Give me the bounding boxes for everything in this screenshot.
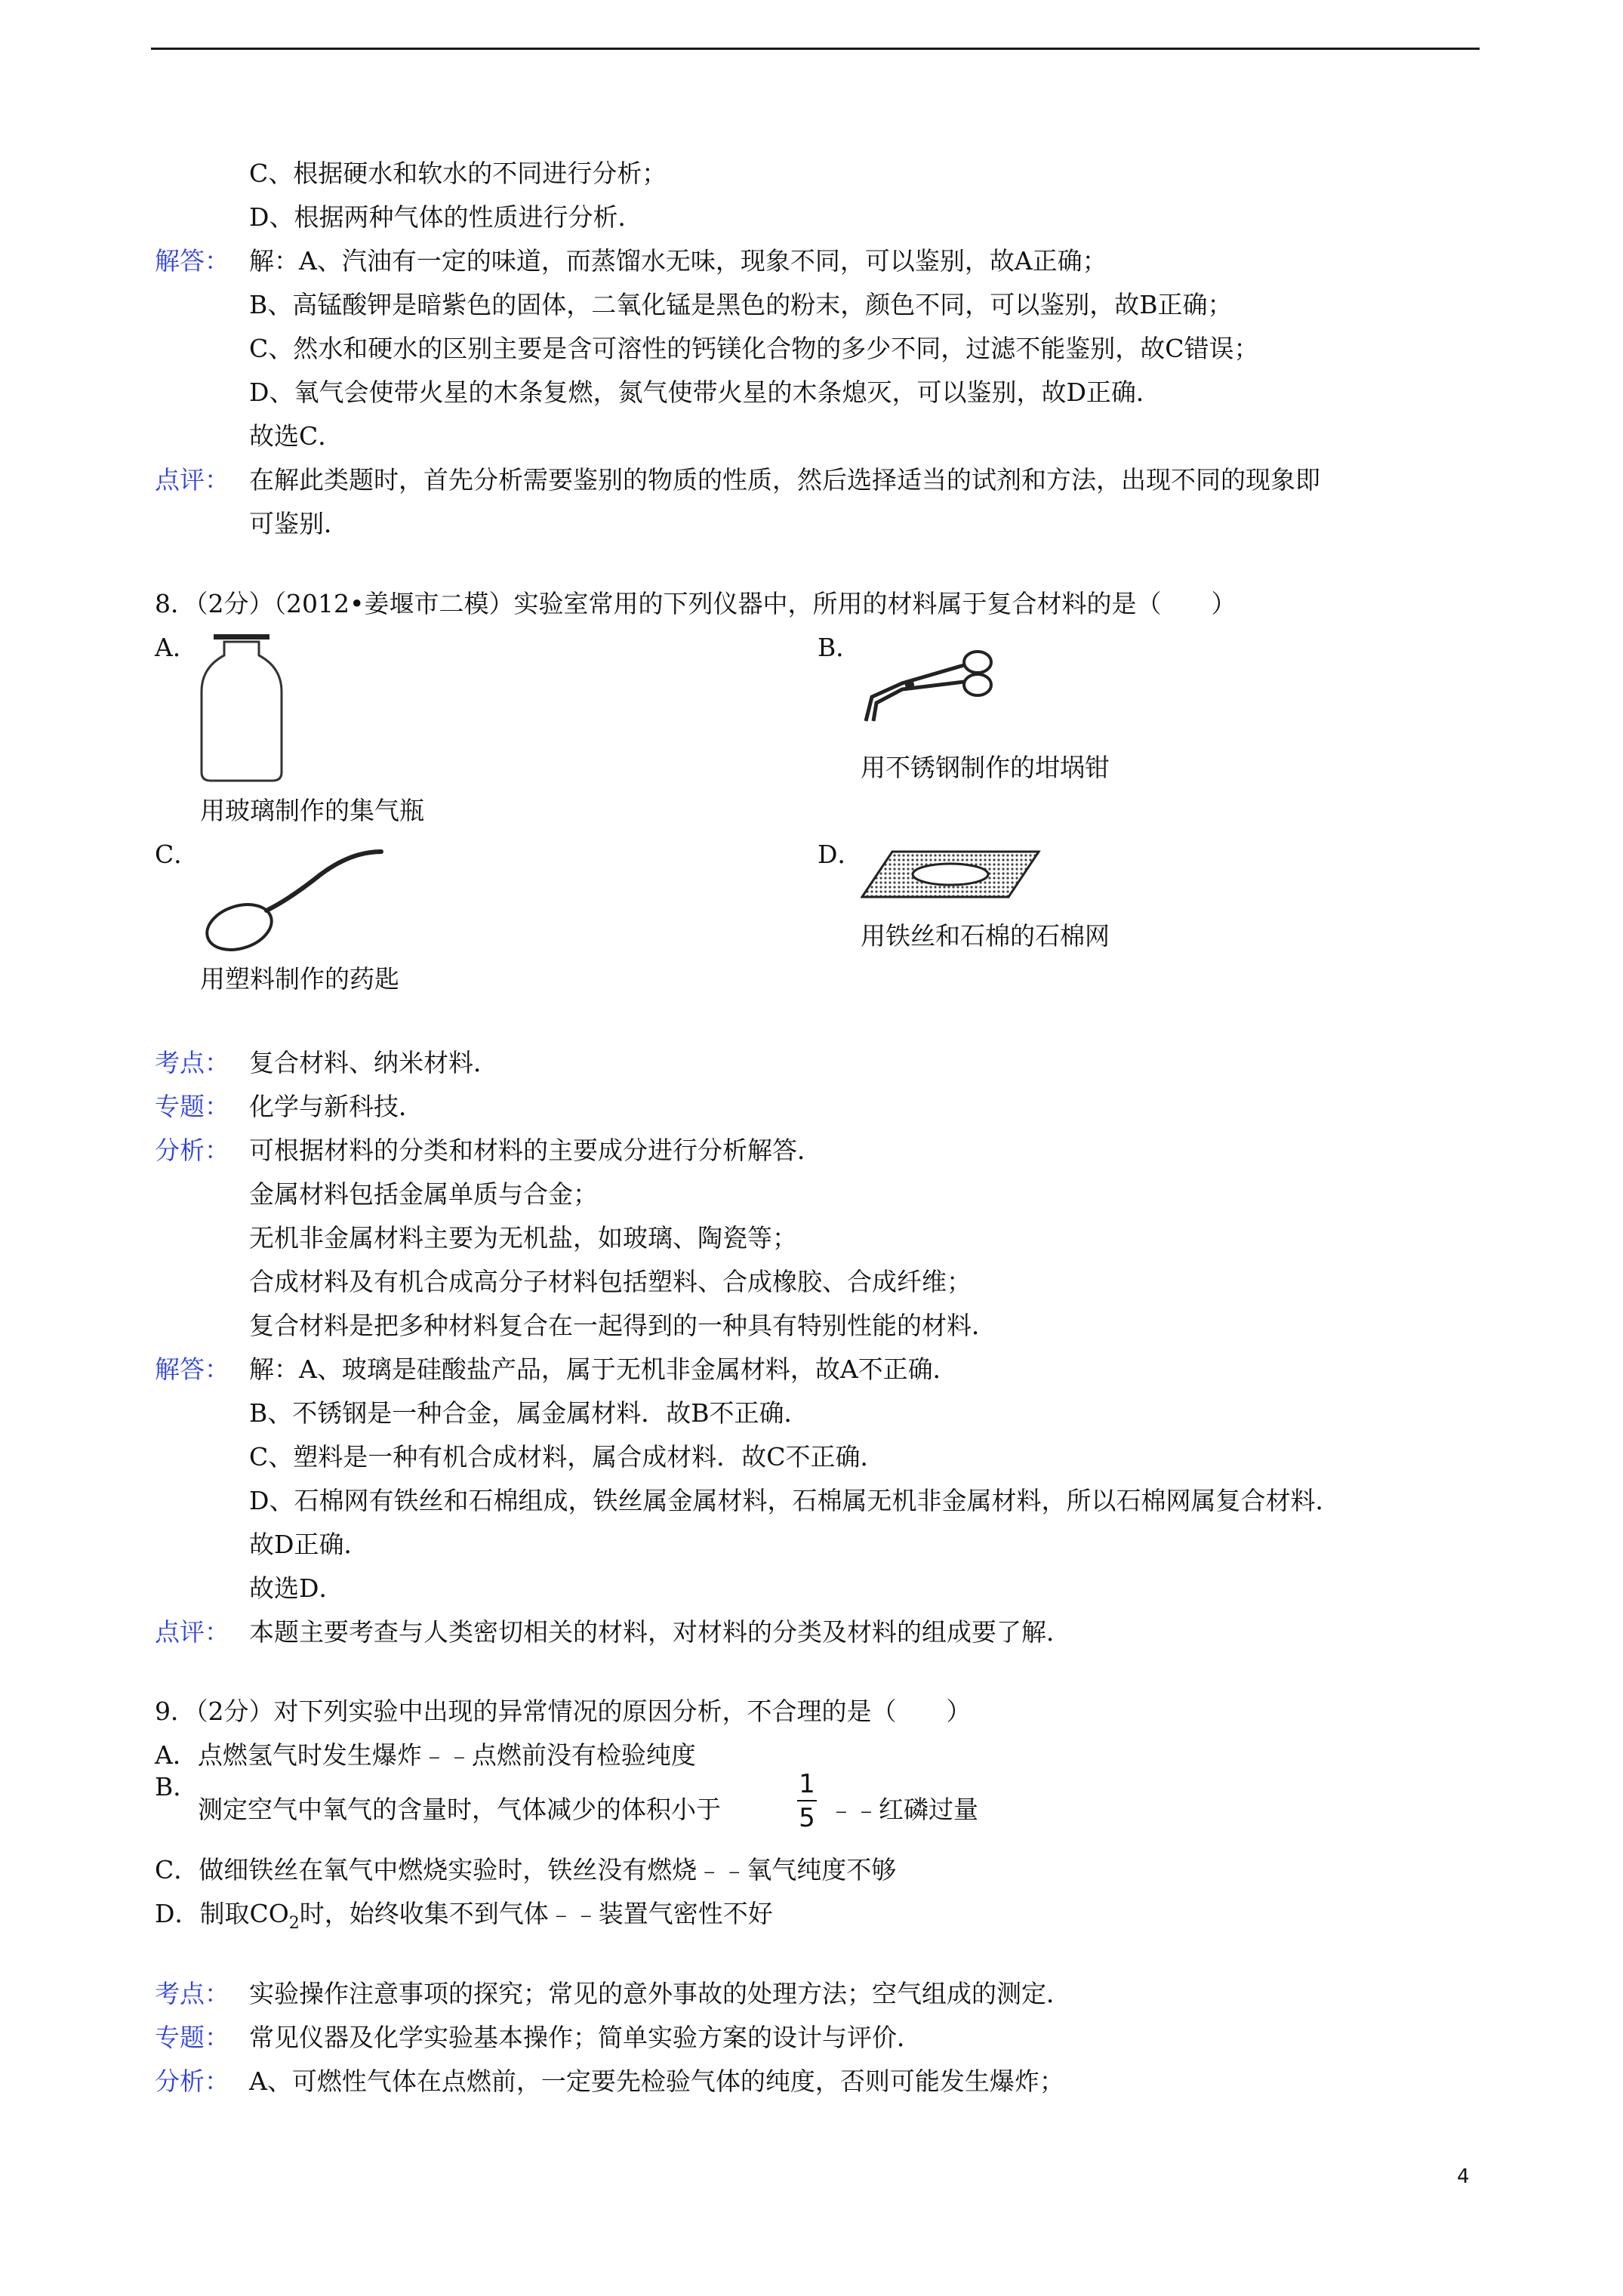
- prev-d-hint: D、根据两种气体的性质进行分析．: [249, 202, 643, 232]
- q9-option-a: A．点燃氢气时发生爆炸﹣﹣点燃前没有检验纯度: [155, 1740, 696, 1770]
- q9-kaodian: 实验操作注意事项的探究；常见的意外事故的处理方法；空气组成的测定．: [249, 1979, 1071, 2008]
- prev-dianping-line: 可鉴别．: [249, 509, 349, 538]
- q9-option-d-pre: D．制取CO: [155, 1899, 289, 1928]
- prev-jieda-line: 解：A、汽油有一定的味道，而蒸馏水无味，现象不同，可以鉴别，故A正确；: [249, 246, 1107, 276]
- prev-c-hint: C、根据硬水和软水的不同进行分析；: [249, 159, 667, 188]
- prev-jieda-line: C、然水和硬水的区别主要是含可溶性的钙镁化合物的多少不同，过滤不能鉴别，故C错误；: [249, 334, 1259, 363]
- q9-option-c: C．做细铁丝在氧气中燃烧实验时，铁丝没有燃烧﹣﹣氧气纯度不够: [155, 1855, 897, 1885]
- q8-option-c-caption: 用塑料制作的药匙: [200, 964, 399, 994]
- q8-fenxi-line: 复合材料是把多种材料复合在一起得到的一种具有特别性能的材料．: [249, 1311, 996, 1340]
- page-number: 4: [1457, 2165, 1470, 2188]
- q8-zhuanti: 化学与新科技．: [249, 1092, 423, 1121]
- q9-zhuanti-label: 专题：: [155, 2023, 229, 2052]
- crucible-tongs-icon: [857, 646, 1008, 729]
- q9-option-d-sub: 2: [288, 1914, 300, 1933]
- gas-jar-icon: [192, 633, 291, 784]
- q8-option-b-caption: 用不锈钢制作的坩埚钳: [861, 753, 1110, 782]
- q8-fenxi-label: 分析：: [155, 1136, 229, 1165]
- q8-jieda-line: 故D正确．: [249, 1530, 369, 1559]
- q8-option-d-letter: D．: [818, 840, 863, 869]
- medicine-spoon-icon: [200, 844, 389, 957]
- q9-option-b-denominator: 5: [799, 1803, 815, 1833]
- q8-option-a-letter: A．: [155, 633, 198, 662]
- q8-jieda-line: B、不锈钢是一种合金，属金属材料．故B不正确．: [249, 1398, 809, 1428]
- q8-stem: 8．（2分）（2012•姜堰市二模）实验室常用的下列仪器中，所用的材料属于复合材料的是（ ）: [155, 589, 1236, 618]
- fraction-bar: [797, 1800, 817, 1801]
- q9-option-b-letter: B．: [155, 1772, 199, 1801]
- q9-fenxi: A、可燃性气体在点燃前，一定要先检验气体的纯度，否则可能发生爆炸；: [249, 2066, 1064, 2096]
- prev-jieda-line: B、高锰酸钾是暗紫色的固体，二氧化锰是黑色的粉末，颜色不同，可以鉴别，故B正确；: [249, 290, 1233, 319]
- q8-jieda-line: D、石棉网有铁丝和石棉组成，铁丝属金属材料，石棉属无机非金属材料，所以石棉网属复合材料．: [249, 1486, 1341, 1515]
- q9-zhuanti: 常见仪器及化学实验基本操作；简单实验方案的设计与评价．: [249, 2023, 922, 2052]
- q9-fenxi-label: 分析：: [155, 2066, 229, 2096]
- q9-option-b-numerator: 1: [799, 1769, 815, 1799]
- prev-dianping-line: 在解此类题时，首先分析需要鉴别的物质的性质，然后选择适当的试剂和方法，出现不同的现象即: [249, 465, 1320, 495]
- q8-dianping-label: 点评：: [155, 1617, 229, 1647]
- q8-fenxi-line: 合成材料及有机合成高分子材料包括塑料、合成橡胶、合成纤维；: [249, 1267, 972, 1296]
- q8-fenxi-line: 可根据材料的分类和材料的主要成分进行分析解答．: [249, 1136, 822, 1165]
- q8-option-b-letter: B．: [818, 633, 861, 662]
- q8-zhuanti-label: 专题：: [155, 1092, 229, 1121]
- q8-jieda-label: 解答：: [155, 1354, 229, 1384]
- q8-kaodian: 复合材料、纳米材料．: [249, 1048, 498, 1077]
- q8-jieda-line: C、塑料是一种有机合成材料，属合成材料．故C不正确．: [249, 1442, 885, 1472]
- prev-jieda-label: 解答：: [155, 246, 229, 276]
- prev-jieda-line: 故选C．: [249, 421, 343, 451]
- q8-dianping: 本题主要考查与人类密切相关的材料，对材料的分类及材料的组成要了解．: [249, 1617, 1071, 1647]
- q9-stem: 9．（2分）对下列实验中出现的异常情况的原因分析，不合理的是（ ）: [155, 1697, 972, 1726]
- q8-option-d-caption: 用铁丝和石棉的石棉网: [861, 921, 1110, 951]
- asbestos-gauze-icon: [861, 849, 1042, 901]
- q9-option-b-text: 测定空气中氧气的含量时，气体减少的体积小于: [198, 1795, 721, 1824]
- header-rule: [151, 48, 1480, 50]
- q8-option-a-caption: 用玻璃制作的集气瓶: [200, 796, 424, 825]
- prev-jieda-line: D、氧气会使带火星的木条复燃，氮气使带火星的木条熄灭，可以鉴别，故D正确．: [249, 378, 1161, 407]
- q9-kaodian-label: 考点：: [155, 1979, 229, 2008]
- q9-option-d: [155, 1897, 773, 1940]
- q8-kaodian-label: 考点：: [155, 1048, 229, 1077]
- q8-fenxi-line: 金属材料包括金属单质与合金；: [249, 1179, 598, 1209]
- q8-fenxi-line: 无机非金属材料主要为无机盐，如玻璃、陶瓷等；: [249, 1223, 797, 1253]
- q8-option-c-letter: C．: [155, 840, 199, 869]
- prev-dianping-label: 点评：: [155, 465, 229, 495]
- q9-option-b-tail: ﹣﹣红磷过量: [829, 1795, 978, 1824]
- q9-option-d-post: 时，始终收集不到气体﹣﹣装置气密性不好: [299, 1899, 773, 1928]
- q8-jieda-line: 故选D．: [249, 1573, 344, 1603]
- q8-jieda-line: 解：A、玻璃是硅酸盐产品，属于无机非金属材料，故A不正确．: [249, 1354, 958, 1384]
